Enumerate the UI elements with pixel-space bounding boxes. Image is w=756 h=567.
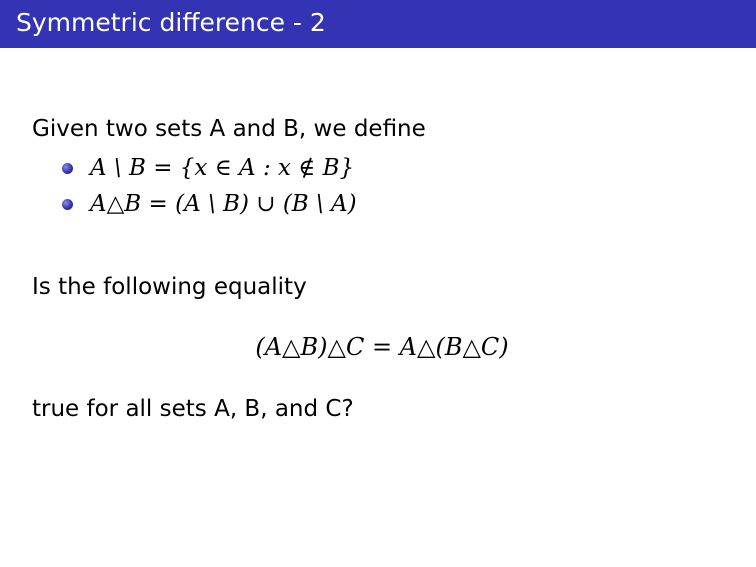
- bullet-icon: [62, 199, 73, 210]
- intro-text: Given two sets A and B, we define: [32, 116, 426, 142]
- slide-content: [32, 108, 732, 430]
- slide-title-bar: [0, 0, 756, 48]
- definition-list: [32, 150, 732, 222]
- associativity-equation: (A△B)△C = A△(B△C): [255, 333, 509, 361]
- bullet-icon: [62, 163, 73, 174]
- slide-title: Symmetric difference - 2: [16, 8, 326, 37]
- formula-set-difference: A \ B = {x ∈ A : x ∉ B}: [90, 155, 355, 181]
- definition-item-symmetric-difference: [32, 186, 732, 222]
- definition-item-set-difference: [32, 150, 732, 186]
- formula-symmetric-difference: A△B = (A \ B) ∪ (B \ A): [90, 191, 357, 217]
- question-tail: true for all sets A, B, and C?: [32, 396, 354, 422]
- question-lead: Is the following equality: [32, 274, 307, 300]
